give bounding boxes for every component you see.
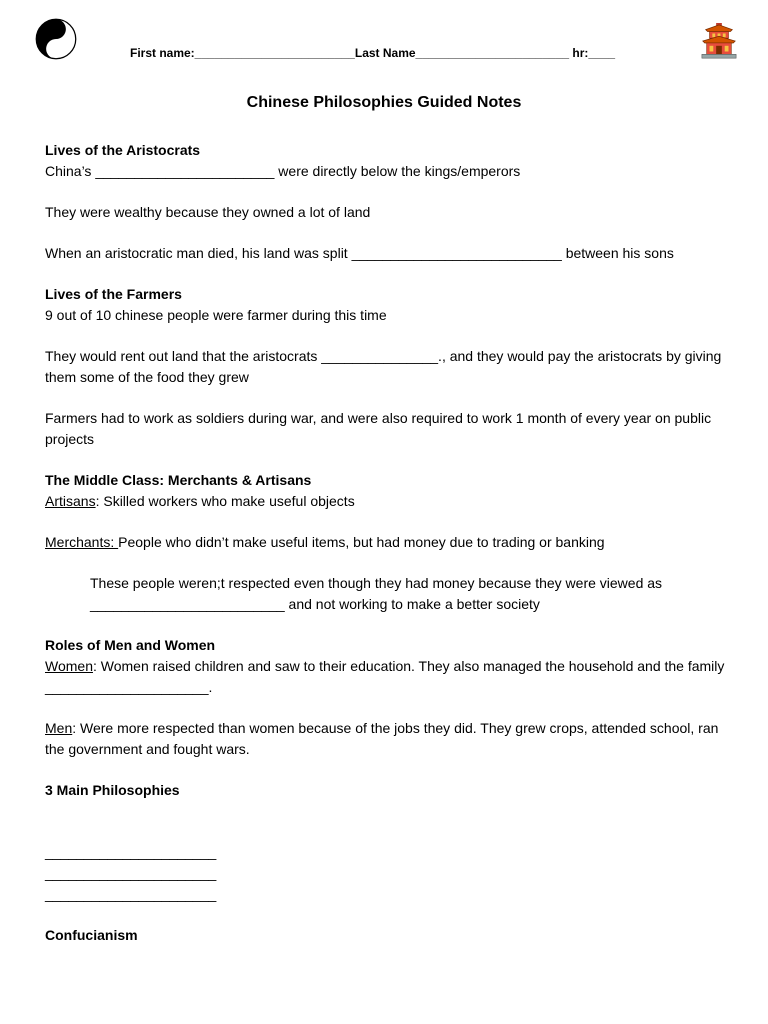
first-name-field[interactable]: First name:________________________	[130, 46, 355, 60]
merchants-text: People who didn’t make useful items, but had money due to trading or banking	[118, 534, 605, 550]
philosophies-heading: 3 Main Philosophies	[45, 782, 180, 798]
men-line	[45, 718, 735, 760]
women-text: : Women raised children and saw to their education. They also managed the household and the family _____________________.	[45, 658, 725, 695]
farmers-line-1: 9 out of 10 chinese people were farmer during this time	[45, 307, 387, 323]
roles-heading: Roles of Men and Women	[45, 637, 216, 653]
name-fields	[130, 46, 615, 60]
aristocrats-line-3: When an aristocratic man died, his land was split ___________________________ between his sons	[45, 245, 674, 261]
hour-field[interactable]: hr:____	[572, 46, 616, 60]
women-line	[45, 656, 735, 698]
artisans-line	[45, 491, 735, 512]
men-label: Men	[45, 720, 73, 736]
confucianism-heading: Confucianism	[45, 927, 138, 943]
last-name-field[interactable]: Last Name_______________________	[354, 46, 570, 60]
pagoda-icon	[700, 22, 738, 62]
philosophy-blank-2[interactable]: ______________________	[45, 865, 217, 881]
merchants-indented-note: These people weren;t respected even though they had money because they were viewed as _________________________ and not working to make a better society	[90, 575, 663, 612]
farmers-line-2: They would rent out land that the aristocrats _______________., and they would pay the aristocrats by giving them some of the food they grew	[45, 348, 722, 385]
farmers-line-3: Farmers had to work as soldiers during war, and were also required to work 1 month of every year on public projects	[45, 410, 712, 447]
artisans-text: : Skilled workers who make useful objects	[95, 493, 355, 509]
aristocrats-line-2: They were wealthy because they owned a lot of land	[45, 204, 371, 220]
page-title: Chinese Philosophies Guided Notes	[246, 94, 522, 111]
farmers-heading: Lives of the Farmers	[45, 286, 182, 302]
philosophy-blank-1[interactable]: ______________________	[45, 844, 217, 860]
merchants-label: Merchants:	[45, 534, 119, 550]
artisans-label: Artisans	[45, 493, 96, 509]
women-label: Women	[45, 658, 93, 674]
merchants-line	[45, 532, 735, 553]
aristocrats-heading: Lives of the Aristocrats	[45, 142, 201, 158]
men-text: : Were more respected than women because of the jobs they did. They grew crops, attended school, ran the government and fought wars.	[45, 720, 719, 757]
middle-class-heading: The Middle Class: Merchants & Artisans	[45, 472, 312, 488]
philosophy-blank-3[interactable]: ______________________	[45, 886, 217, 902]
yin-yang-icon	[35, 18, 77, 60]
aristocrats-line-1: China’s _______________________ were directly below the kings/emperors	[45, 163, 521, 179]
notes-content	[45, 140, 735, 946]
